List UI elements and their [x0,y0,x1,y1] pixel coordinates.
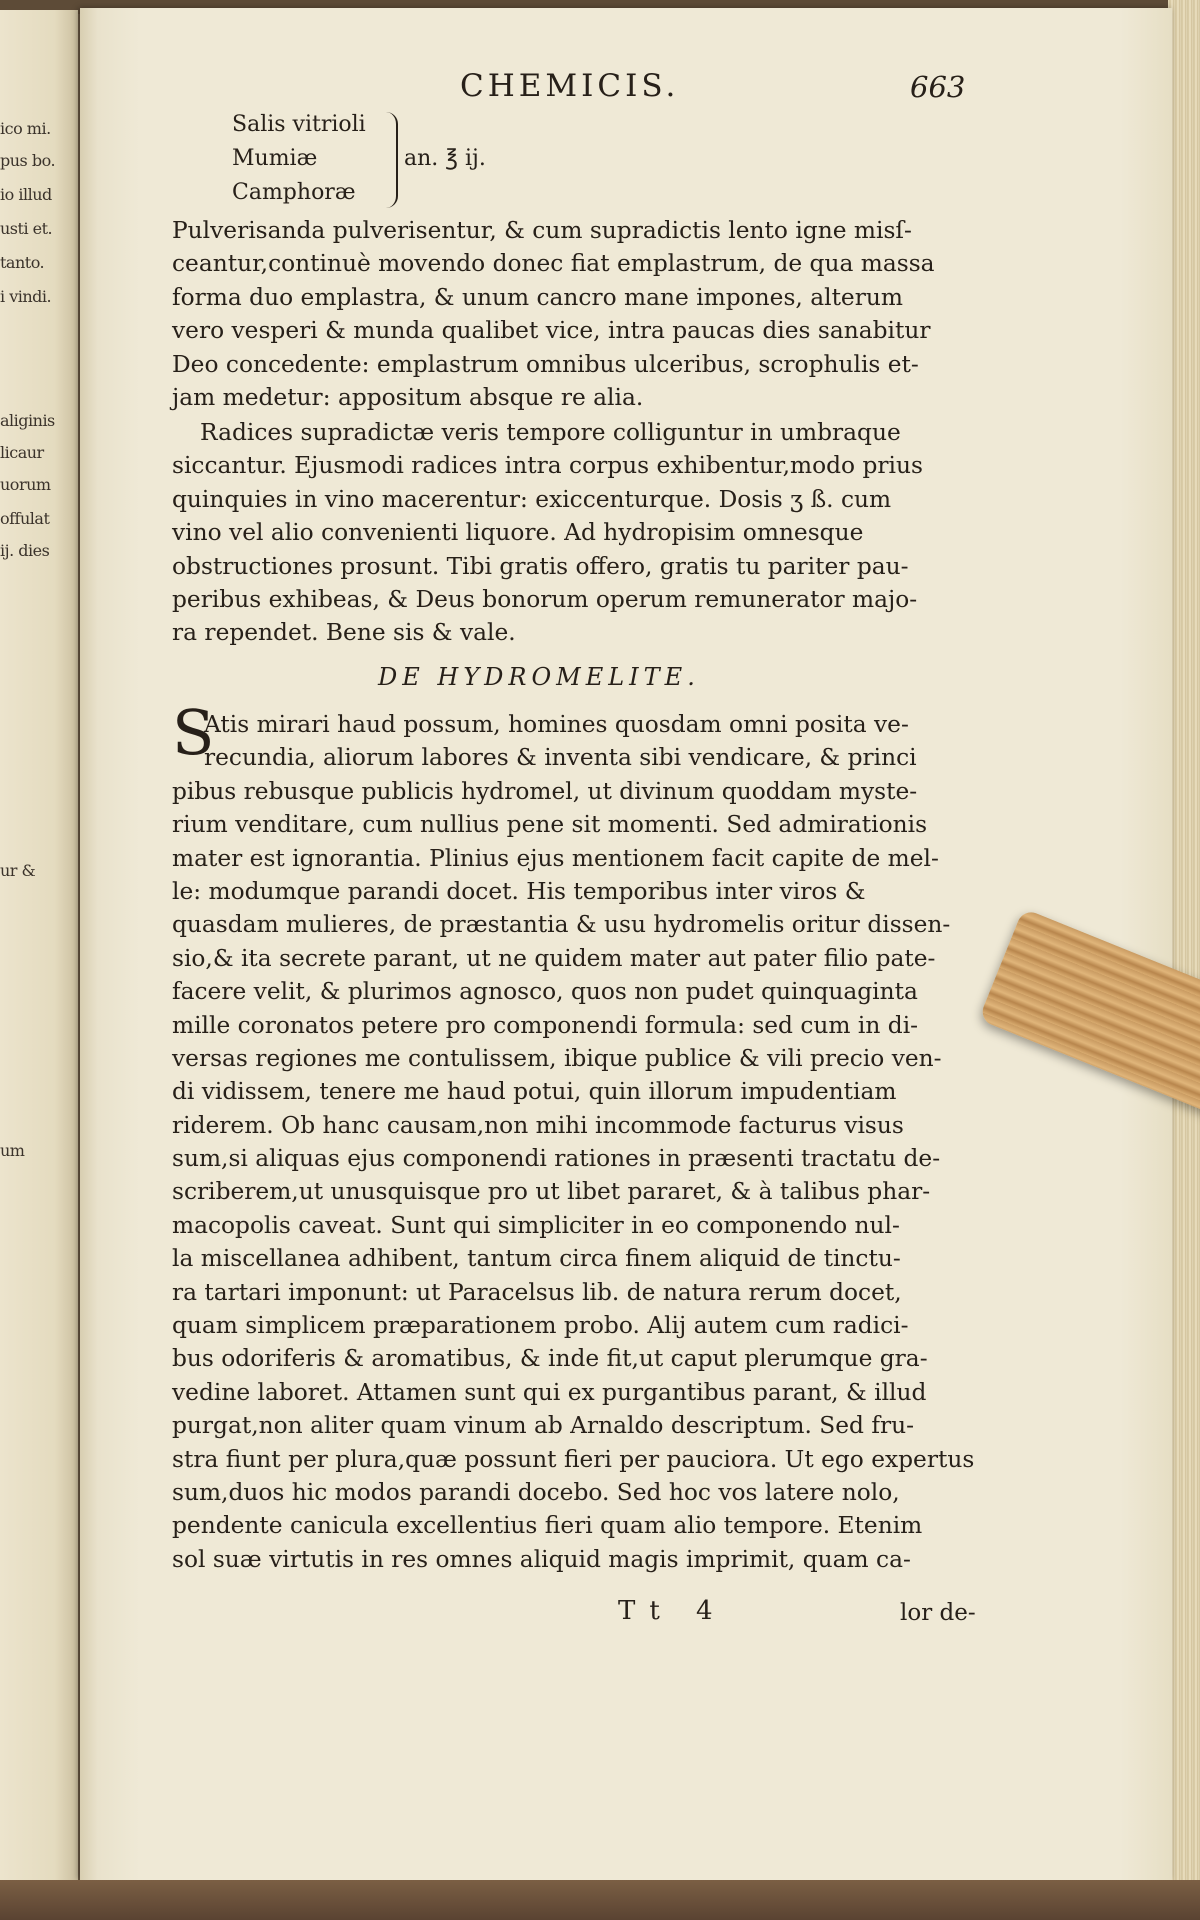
text-line: peribus exhibeas, & Deus bonorum operum remunerator majo- [172,585,918,613]
page-edges [1168,0,1200,1920]
margin-fragment: pus bo. [0,151,56,170]
recipe-list [232,112,592,212]
text-line: vero vesperi & munda qualibet vice, intra paucas dies sanabitur [172,317,931,345]
brace-mark [382,112,398,208]
paragraph-3 [172,708,975,1576]
drop-cap: S [172,696,215,769]
margin-fragment: io illud [0,185,52,204]
text-line: pendente canicula excellentius fieri quam alio tempore. Etenim [172,1512,923,1540]
text-line: recundia, aliorum labores & inventa sibi vendicare, & princi [204,744,917,772]
margin-fragment: ij. dies [0,541,50,560]
signature-mark: Tt 4 [618,1596,727,1626]
text-line: Atis mirari haud possum, homines quosdam omni posita ve- [204,711,909,738]
text-line: le: modumque parandi docet. His temporibus inter viros & [172,877,866,905]
text-line: sol suæ virtutis in res omnes aliquid magis imprimit, quam ca- [172,1545,911,1573]
background-wood-bottom [0,1880,1200,1920]
text-line: mille coronatos petere pro componendi formula: sed cum in di- [172,1011,919,1039]
text-line: Radices supradictæ veris tempore colliguntur in umbraque [200,419,901,446]
text-line: scriberem,ut unusquisque pro ut libet pararet, & à talibus phar- [172,1178,931,1206]
paragraph-1 [172,214,962,414]
text-line: Pulverisanda pulverisentur, & cum supradictis lento igne misſ- [172,217,912,244]
text-line: di vidissem, tenere me haud potui, quin illorum impudentiam [172,1078,897,1106]
running-head: CHEMICIS. [460,68,680,104]
text-line: jam medetur: appositum absque re alia. [172,383,644,411]
text-line: sio,& ita secrete parant, ut ne quidem mater aut pater filio pate- [172,944,936,972]
section-heading: DE HYDROMELITE. [378,663,700,691]
text-line: ra rependet. Bene sis & vale. [172,619,516,647]
text-line: pibus rebusque publicis hydromel, ut divinum quoddam myste- [172,777,918,805]
margin-fragment: uorum [0,475,51,494]
text-line: versas regiones me contulissem, ibique publice & vili precio ven- [172,1044,942,1072]
recipe-ingredient: Camphoræ [232,180,356,205]
text-line: Deo concedente: emplastrum omnibus ulceribus, scrophulis et- [172,350,919,378]
text-line: rium venditare, cum nullius pene sit momenti. Sed admirationis [172,811,928,839]
margin-fragment: offulat [0,509,50,528]
text-line: mater est ignorantia. Plinius ejus mentionem facit capite de mel- [172,844,939,872]
text-line: macopolis caveat. Sunt qui simpliciter in eo componendo nul- [172,1211,900,1239]
recipe-dose: an. ℥ ij. [404,146,486,171]
text-line: ceantur,continuè movendo donec fiat emplastrum, de qua massa [172,250,935,278]
text-line: forma duo emplastra, & unum cancro mane impones, alterum [172,283,903,311]
margin-fragment: licaur [0,443,44,462]
margin-fragment: tanto. [0,253,45,272]
margin-fragment: um [0,1141,25,1160]
paragraph-2 [172,416,962,650]
text-line: obstructiones prosunt. Tibi gratis offero, gratis tu pariter pau- [172,552,909,580]
margin-fragment: ur & [0,861,36,880]
margin-fragment: ico mi. [0,119,51,138]
text-line: quinquies in vino macerentur: exiccenturque. Dosis ʒ ß. cum [172,485,892,513]
text-line: riderem. Ob hanc causam,non mihi incommode facturus visus [172,1111,904,1139]
catchword: lor de- [900,1600,976,1626]
margin-fragment: i vindi. [0,287,52,306]
margin-fragment: aliginis [0,411,55,430]
text-line: purgat,non aliter quam vinum ab Arnaldo descriptum. Sed fru- [172,1412,914,1440]
text-line: facere velit, & plurimos agnosco, quos non pudet quinquaginta [172,978,918,1006]
text-line: quam simplicem præparationem probo. Alij autem cum radici- [172,1312,909,1340]
text-line: sum,duos hic modos parandi docebo. Sed hoc vos latere nolo, [172,1478,900,1506]
text-line: vedine laboret. Attamen sunt qui ex purgantibus parant, & illud [172,1378,927,1406]
recipe-ingredient: Salis vitrioli [232,112,366,137]
recipe-ingredient: Mumiæ [232,146,318,171]
text-line: ra tartari imponunt: ut Paracelsus lib. de natura rerum docet, [172,1278,902,1306]
text-line: siccantur. Ejusmodi radices intra corpus exhibentur,modo prius [172,452,923,480]
text-line: quasdam mulieres, de præstantia & usu hydromelis oritur dissen- [172,911,951,939]
text-line: la miscellanea adhibent, tantum circa finem aliquid de tinctu- [172,1245,901,1273]
page-number: 663 [910,70,966,104]
text-line: sum,si aliquas ejus componendi rationes in præsenti tractatu de- [172,1145,941,1173]
text-line: stra fiunt per plura,quæ possunt fieri per pauciora. Ut ego expertus [172,1445,975,1473]
margin-fragment: usti et. [0,219,53,238]
text-line: vino vel alio convenienti liquore. Ad hydropisim omnesque [172,519,864,547]
text-line: bus odoriferis & aromatibus, & inde fit,ut caput plerumque gra- [172,1345,928,1373]
previous-page-margin [0,10,78,1890]
